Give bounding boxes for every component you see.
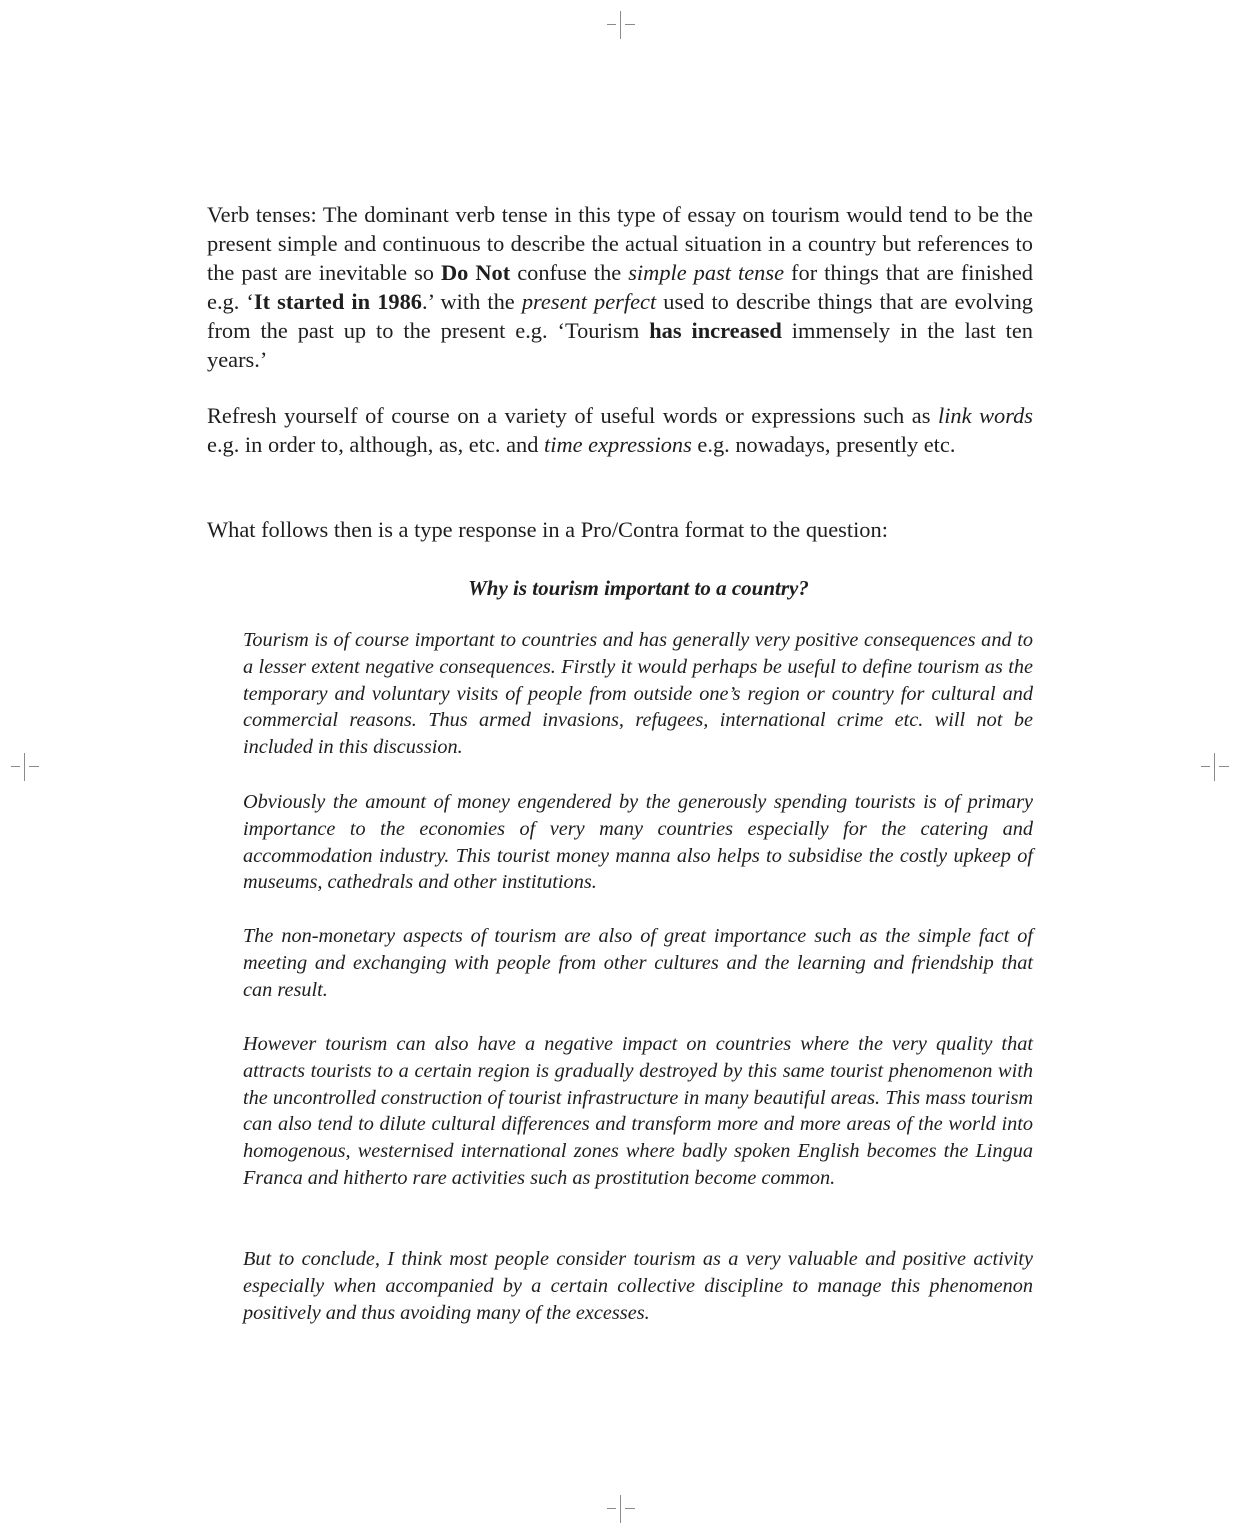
essay-paragraph-conclusion: But to conclude, I think most people consider tourism as a very valuable and positive activity especially when accompanied by a certain collective discipline to manage this phenomenon positively and thus avoiding many of the excesses. — [243, 1248, 1033, 1324]
text-run: immensely in the last ten years.’ — [207, 317, 1033, 372]
italic-link-words: link words — [937, 403, 1033, 428]
crop-mark-right-icon — [1201, 753, 1229, 781]
bold-do-not: Do Not — [441, 259, 511, 285]
bold-example-started: It started in 1986 — [253, 288, 422, 314]
essay-paragraph-negative-impact: However tourism can also have a negative impact on countries where the very quality that attracts tourists to a certain region is gradually destroyed by this same tourist phenomenon with the uncontrolled construction of tourist infrastructure in many beautiful areas. This mass tourism can also tend to dilute cultural differences and transform more and more areas of the world into homogenous, westernised international zones where badly spoken English becomes the Lingua Franca and hitherto rare activities such as prostitution become common. — [243, 1033, 1033, 1189]
italic-time-expressions: time expressions — [544, 431, 692, 457]
essay-paragraph-non-monetary: The non-monetary aspects of tourism are also of great importance such as the simple fact of meeting and exchanging with people from other cultures and the learning and friendship that can result. — [243, 925, 1033, 1001]
type-response-intro: What follows then is a type response in a Pro/Contra format to the question: — [207, 517, 888, 542]
verb-tenses-paragraph — [207, 201, 1033, 374]
text-run: Verb tenses: The dominant verb tense in this type of essay on tourism would tend to be the present simple and continuous to describe the actual situation in a country but references to the past are inevitable so — [207, 202, 1033, 285]
text-run: e.g. nowadays, presently etc. — [691, 431, 956, 457]
text-run: Refresh yourself of course on a variety of useful words or expressions such as — [207, 403, 938, 428]
text-run: confuse the — [510, 259, 629, 285]
italic-simple-past-tense: simple past tense — [628, 259, 785, 285]
text-run: used to describe things that are evolving from the past up to the present e.g. ‘Tourism — [207, 288, 1033, 343]
bold-has-increased: has increased — [649, 317, 782, 343]
essay-paragraph-definition: Tourism is of course important to countries and has generally very positive consequences and to a lesser extent negative consequences. Firstly it would perhaps be useful to define tourism as the temporary and voluntary visits of people from outside one’s region or country for cultural and commercial reasons. Thus armed invasions, refugees, international crime etc. will not be included in this discussion. — [243, 629, 1033, 759]
crop-mark-top-icon — [607, 11, 635, 39]
crop-mark-bottom-icon — [607, 1495, 635, 1523]
text-run: e.g. in order to, although, as, etc. and — [207, 431, 545, 457]
useful-words-paragraph — [207, 402, 1033, 460]
essay-title: Why is tourism important to a country? — [468, 576, 809, 600]
text-run: for things that are finished e.g. ‘ — [207, 259, 1033, 314]
text-run: .’ with the — [421, 288, 522, 314]
italic-present-perfect: present perfect — [521, 288, 657, 314]
essay-paragraph-money: Obviously the amount of money engendered by the generously spending tourists is of primary importance to the economies of very many countries especially for the catering and accommodation industry. This tourist money manna also helps to subsidise the costly upkeep of museums, cathedrals and other institutions. — [243, 791, 1033, 894]
crop-mark-left-icon — [11, 753, 39, 781]
